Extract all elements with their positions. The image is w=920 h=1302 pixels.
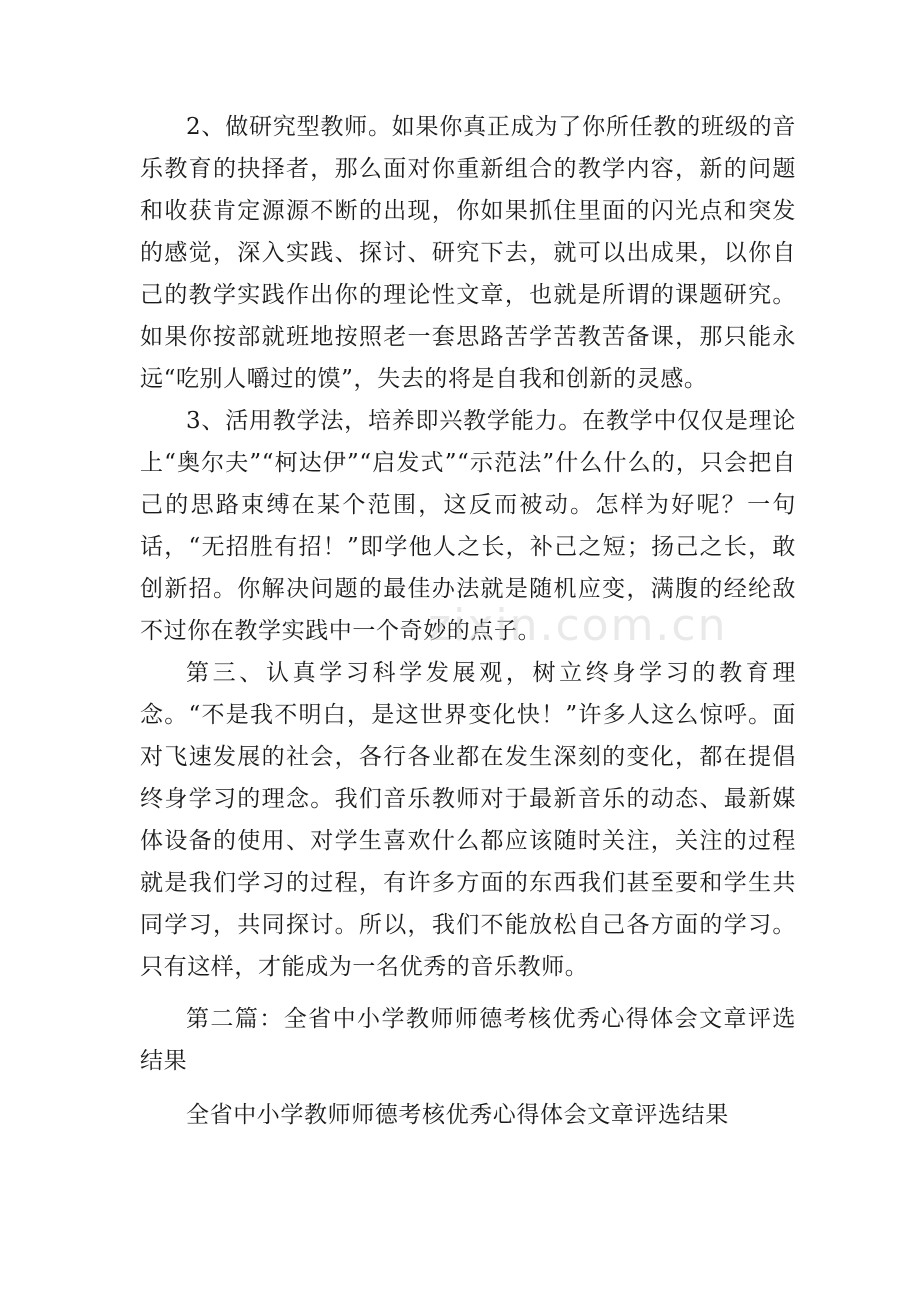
section-heading: 第二篇：全省中小学教师师德考核优秀心得体会文章评选结果 [140, 1006, 796, 1074]
paragraph-lifelong-learning: 第三、认真学习科学发展观，树立终身学习的教育理念。“不是我不明白，是这世界变化快！”许多人这么惊呼。面对飞速发展的社会，各行各业都在发生深刻的变化，都在提倡终身学习的理念。我们音乐教师对于最新音乐的动态、最新媒体设备的使用、对学生喜欢什么都应该随时关注，关注的过程就是我们学习的过程，有许多方面的东西我们甚至要和学生共同学习，共同探讨。所以，我们不能放松自己各方面的学习。只有这样，才能成为一名优秀的音乐教师。 [140, 660, 796, 980]
section-subtitle: 全省中小学教师师德考核优秀心得体会文章评选结果 [186, 1102, 729, 1128]
paragraph-research-teacher: 2、做研究型教师。如果你真正成为了你所任教的班级的音乐教育的抉择者，那么面对你重新组合的教学内容，新的问题和收获肯定源源不断的出现，你如果抓住里面的闪光点和突发的感觉，深入实践、探讨、研究下去，就可以出成果，以你自己的教学实践作出你的理论性文章，也就是所谓的课题研究。如果你按部就班地按照老一套思路苦学苦教苦备课，那只能永远“吃别人嚼过的馍”，失去的将是自我和创新的灵感。 [140, 114, 796, 392]
document-body [140, 106, 796, 1136]
watermark-text: zixin.com.cn [428, 600, 728, 651]
paragraph-teaching-methods: 3、活用教学法，培养即兴教学能力。在教学中仅仅是理论上“奥尔夫”“柯达伊”“启发式”“示范法”什么什么的，只会把自己的思路束缚在某个范围，这反而被动。怎样为好呢？一句话，“无招胜有招！”即学他人之长，补己之短；扬己之长，敢创新招。你解决问题的最佳办法就是随机应变，满腹的经纶敌不过你在教学实践中一个奇妙的点子。 [140, 408, 796, 644]
